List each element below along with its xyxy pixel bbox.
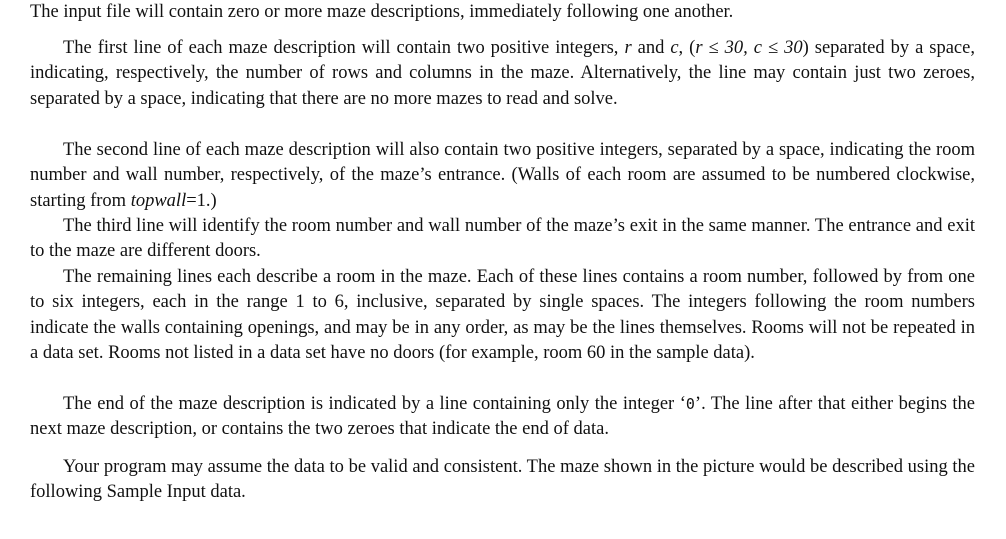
paragraph-text: The third line will identify the room number and wall number of the maze’s exit in the same manner. The entrance and exit to the maze are different doors. <box>30 216 975 262</box>
paragraph-text: The first line of each maze description will contain two positive integers, <box>63 38 625 58</box>
paragraph-text: =1.) <box>186 190 217 211</box>
paragraph-text: ’. The line after that either begins the next maze description, or contains the two zeroes that indicate the end of data. <box>30 394 976 440</box>
paragraph-end-of-maze <box>30 392 975 443</box>
paragraph-first-line <box>30 36 975 112</box>
paragraph-text: , ( <box>678 38 696 58</box>
paragraph-second-line <box>30 138 975 214</box>
code-zero: 0 <box>685 395 695 413</box>
math-topwall: topwall <box>130 190 187 211</box>
math-condition: r ≤ 30, c ≤ 30 <box>695 38 803 58</box>
paragraph-text: and <box>631 38 671 58</box>
paragraph-text: The second line of each maze description will also contain two positive integers, separated by a space, indicating the room number and wall number, respectively, of the maze’s entrance. (Walls of each room are assumed to be numbered clockwise, starting from <box>30 140 975 211</box>
math-variable-r: r <box>624 38 632 58</box>
paragraph-remaining-lines <box>30 265 975 367</box>
paragraph-text: Your program may assume the data to be valid and consistent. The maze shown in the picture would be described using the following Sample Input data. <box>30 457 975 503</box>
paragraph-text: The end of the maze description is indicated by a line containing only the integer ‘ <box>63 394 686 414</box>
paragraph-text: The input file will contain zero or more maze descriptions, immediately following one another. <box>30 2 734 22</box>
paragraph-assumption <box>30 455 975 506</box>
paragraph-text: ) separated by a space, indicating, respectively, the number of rows and columns in the maze. Alternatively, the line may contain just two zeroes, separated by a space, indicating that there are no more mazes to read and solve. <box>30 38 975 109</box>
paragraph-input-file <box>30 0 975 25</box>
paragraph-text: The remaining lines each describe a room in the maze. Each of these lines contains a room number, followed by from one to six integers, each in the range 1 to 6, inclusive, separated by single spaces. The integers following the room numbers indicate the walls containing openings, and may be in any order, as may be the lines themselves. Rooms will not be repeated in a data set. Rooms not listed in a data set have no doors (for example, room 60 in the sample data). <box>30 267 975 364</box>
paragraph-third-line <box>30 214 975 265</box>
math-variable-c: c <box>670 38 679 58</box>
